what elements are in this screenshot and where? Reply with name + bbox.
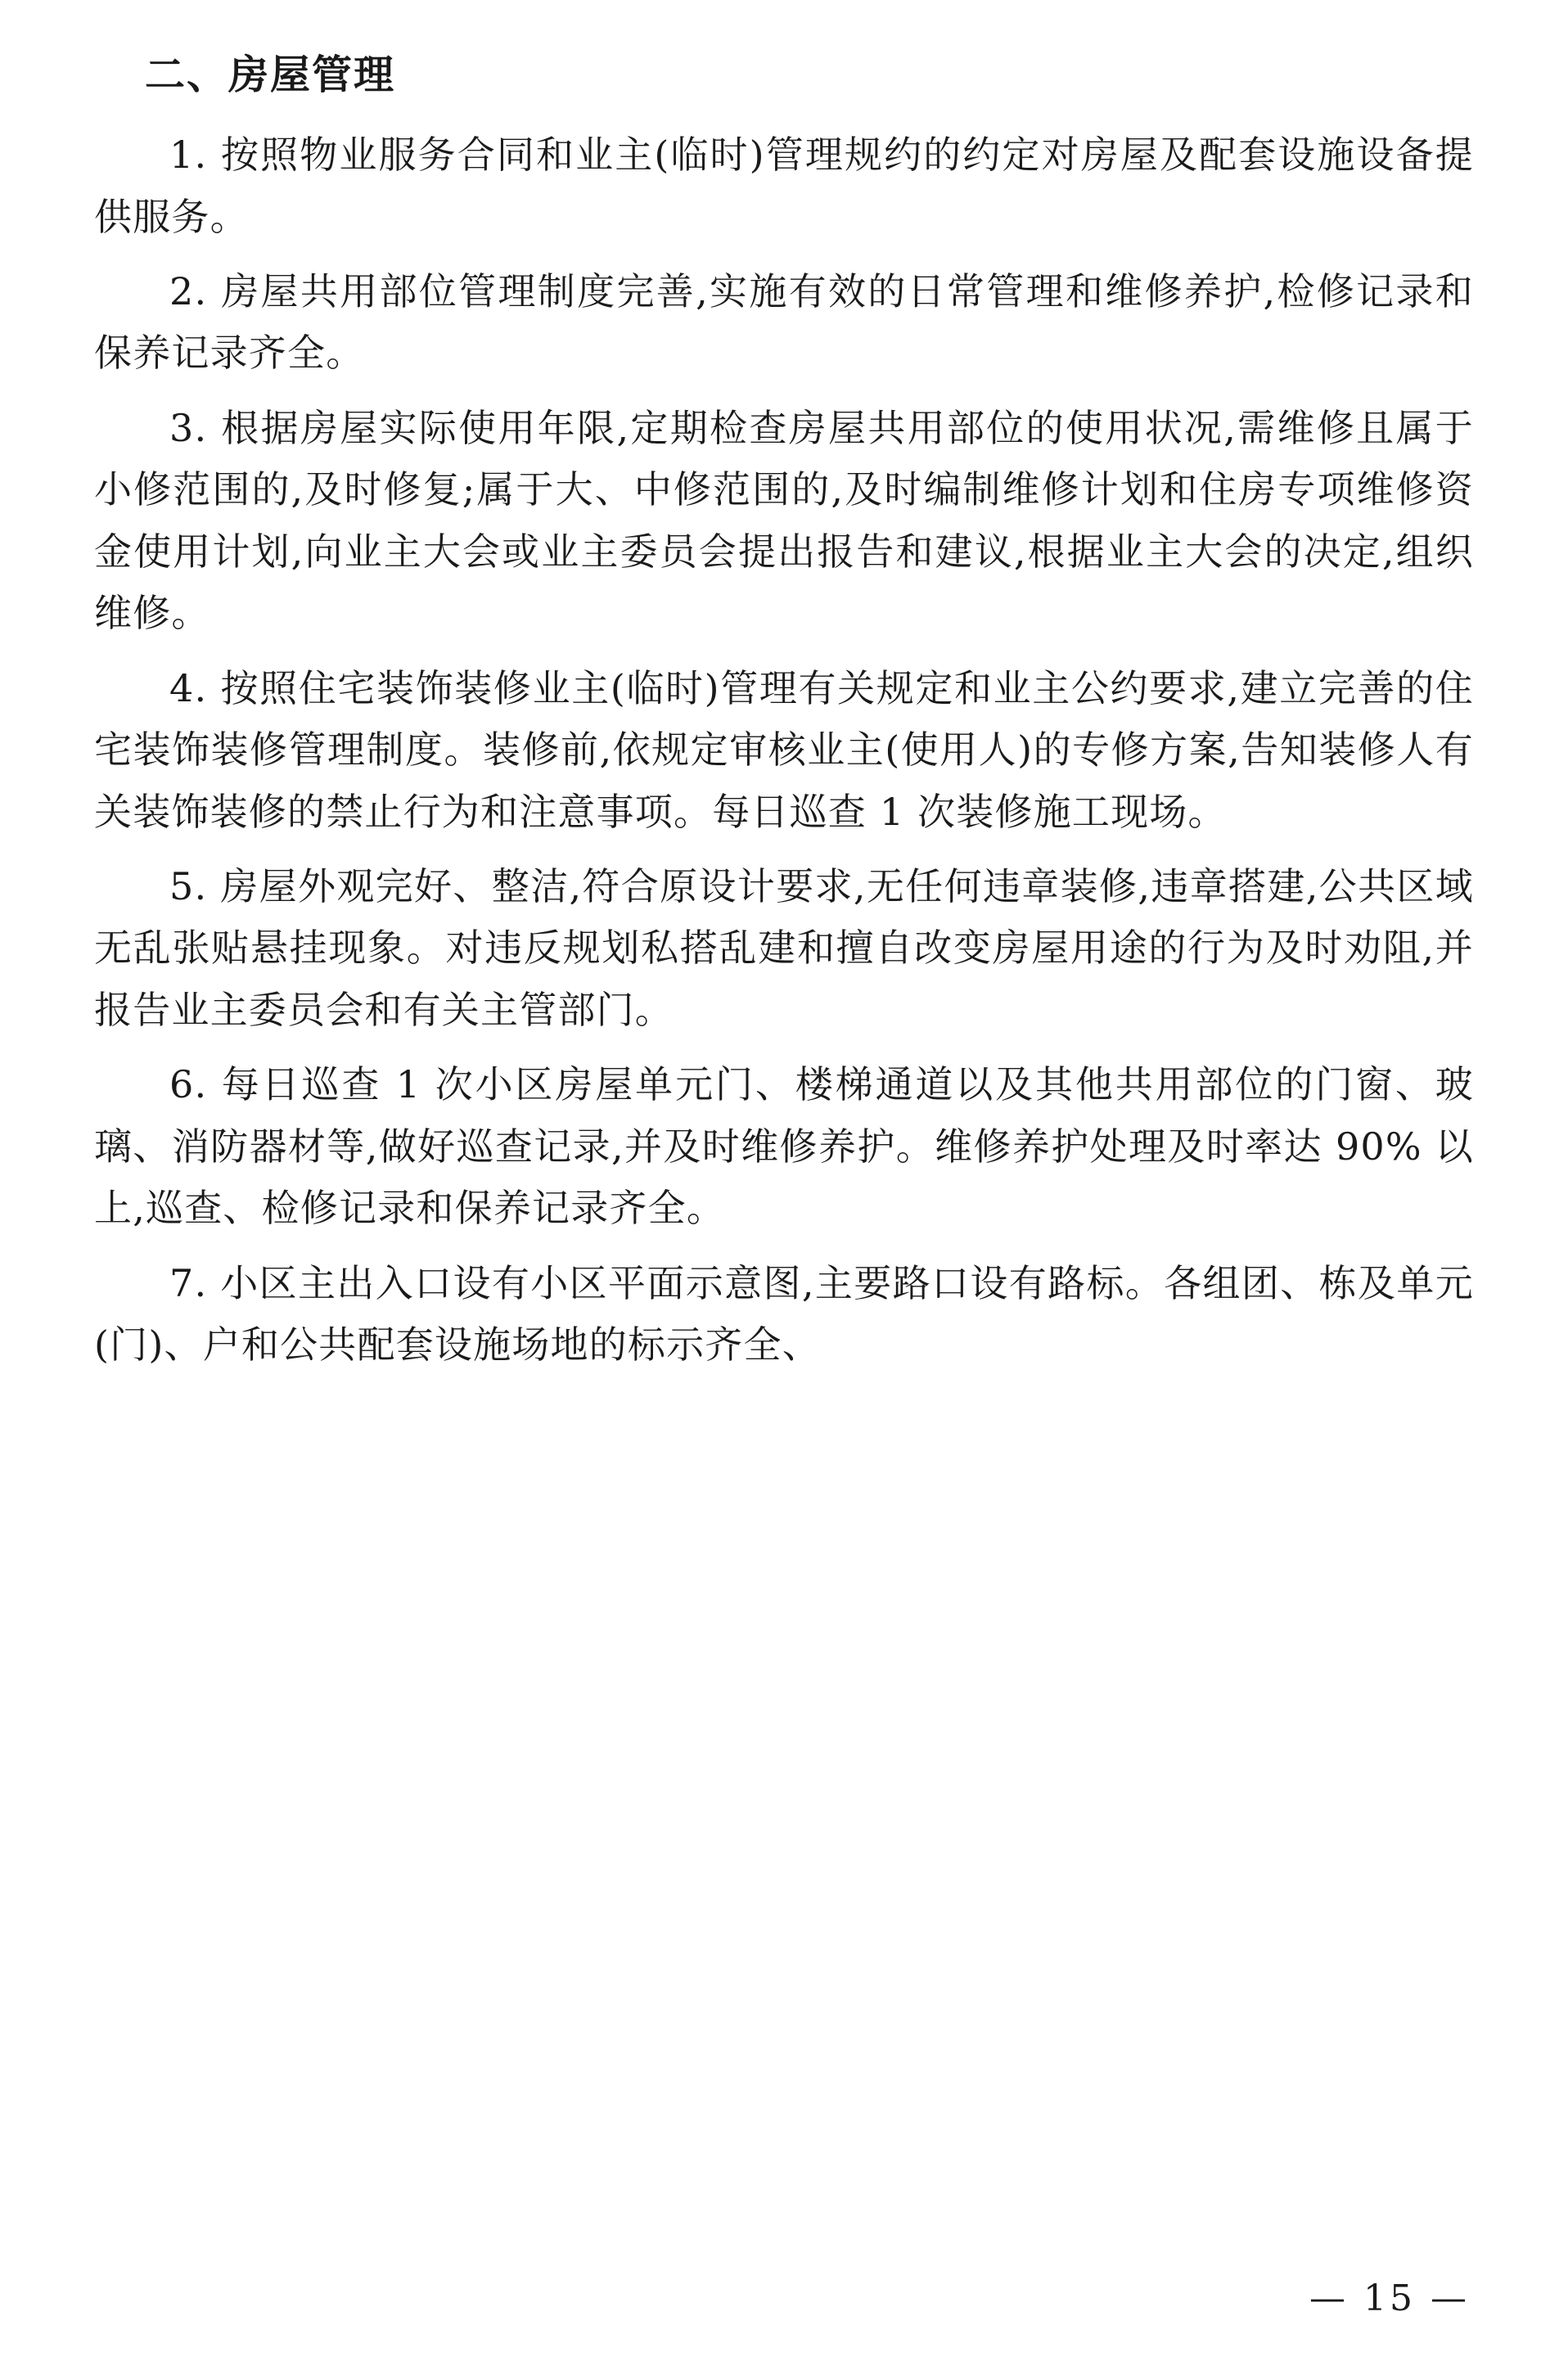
paragraph-5: 5. 房屋外观完好、整洁,符合原设计要求,无任何违章装修,违章搭建,公共区域无乱张贴悬挂现象。对违反规划私搭乱建和擅自改变房屋用途的行为及时劝阻,并报告业主委员会和有关主管部门。 [94, 863, 1474, 1032]
paragraph-3: 3. 根据房屋实际使用年限,定期检查房屋共用部位的使用状况,需维修且属于小修范围的,及时修复;属于大、中修范围的,及时编制维修计划和住房专项维修资金使用计划,向业主大会或业主委员会提出报告和建议,根据业主大会的决定,组织维修。 [94, 405, 1474, 636]
paragraph-6: 6. 每日巡查 1 次小区房屋单元门、楼梯通道以及其他共用部位的门窗、玻璃、消防器材等,做好巡查记录,并及时维修养护。维修养护处理及时率达 90% 以上,巡查、检修记录和保养记录齐全。 [94, 1062, 1474, 1231]
paragraph-2: 2. 房屋共用部位管理制度完善,实施有效的日常管理和维修养护,检修记录和保养记录齐全。 [94, 269, 1474, 376]
paragraph-4: 4. 按照住宅装饰装修业主(临时)管理有关规定和业主公约要求,建立完善的住宅装饰装修管理制度。装修前,依规定审核业主(使用人)的专修方案,告知装修人有关装饰装修的禁止行为和注意事项。每日巡查 1 次装修施工现场。 [94, 665, 1474, 834]
section-heading: 二、房屋管理 [145, 51, 396, 98]
paragraph-7: 7. 小区主出入口设有小区平面示意图,主要路口设有路标。各组团、栋及单元(门)、户和公共配套设施场地的标示齐全、 [94, 1260, 1474, 1367]
page-number: — 15 — [1309, 2278, 1470, 2319]
paragraph-1: 1. 按照物业服务合同和业主(临时)管理规约的约定对房屋及配套设施设备提供服务。 [94, 133, 1474, 239]
